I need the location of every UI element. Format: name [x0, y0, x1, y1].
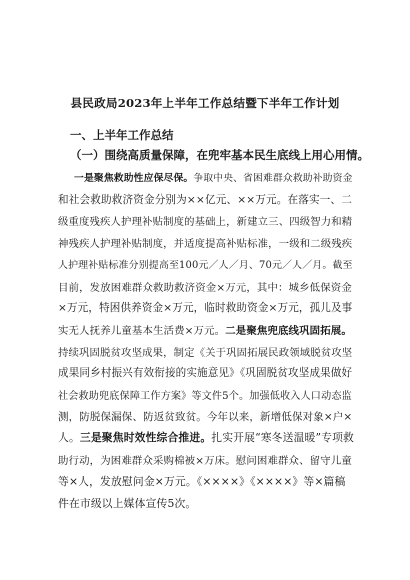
body-text-run: 和社会救助救济资金分别为××亿元、××万元。在落实一、二: [58, 193, 352, 206]
body-line: [58, 322, 354, 337]
body-text-run: 争取中央、省困难群众救助补助资金: [193, 173, 353, 184]
body-line: [74, 170, 354, 184]
body-text-run: 等×人，发放慰问金×万元。《××××》《××××》等×篇稿: [58, 474, 346, 488]
bold-lead-phrase: 三是聚焦时效性综合推进。: [79, 431, 212, 445]
body-line: [58, 452, 354, 467]
body-line: [58, 192, 354, 207]
body-line: [58, 344, 354, 359]
body-line: [58, 496, 354, 511]
body-text-run: 神残疾人护理补贴制度，并适度提高补贴标准，一级和二级残疾: [58, 238, 353, 251]
body-text-run: 成果同乡村振兴有效衔接的实施意见》《巩固脱贫攻坚成果做好: [58, 367, 353, 380]
body-line: [58, 387, 354, 402]
section-heading: 一、上半年工作总结: [70, 128, 174, 142]
body-text-run: 人。: [58, 431, 80, 445]
body-line: [58, 474, 354, 489]
body-line: [58, 409, 354, 424]
body-text-run: 级重度残疾人护理补贴制度的基础上，新建立三、四级智力和精: [58, 216, 353, 229]
body-text-run: 助行动，为困难群众采购棉被×万床。慰问困难群众、留守儿童: [58, 455, 352, 468]
body-line: [58, 300, 354, 315]
body-text-run: 实无人抚养儿童基本生活费×万元。: [58, 324, 226, 337]
body-line: [58, 235, 354, 250]
body-text-run: 社会救助兜底保障工作方案》等文件5个。加强低收入人口动态监: [58, 391, 352, 402]
body-text-run: 人护理补贴标准分别提高至100元／人／月、70元／人／月。截至: [58, 259, 353, 271]
body-text-run: 持续巩固脱贫攻坚成果，制定《关于巩固拓展民政领域脱贫攻坚: [58, 346, 353, 359]
body-line: [58, 279, 354, 294]
bold-lead-phrase: 二是聚焦兜底线巩固拓展。: [225, 324, 352, 337]
body-line: [58, 257, 354, 271]
body-line: [58, 213, 354, 228]
body-text-run: ×万元，特困供养资金×万元，临时救助资金×万元，孤儿及事: [58, 302, 353, 315]
body-text-run: 件在市级以上媒体宣传5次。: [58, 496, 197, 510]
document-title: 县民政局2023年上半年工作总结暨下半年工作计划: [70, 96, 340, 110]
subsection-heading: （一）围绕高质量保障，在兜牢基本民生底线上用心用情。: [70, 148, 369, 162]
body-text-run: 测，防脱保漏保、防返贫致贫。今年以来，新增低保对象×户×: [58, 410, 353, 423]
body-text-run: 目前，发放困难群众救助救济资金×万元，其中：城乡低保资金: [58, 281, 352, 294]
body-line: [58, 365, 354, 380]
body-line: [58, 430, 354, 445]
body-text-run: 扎实开展“寒冬送温暖”专项救: [211, 431, 354, 445]
bold-lead-phrase: 一是聚焦救助性应保尽保。: [74, 173, 194, 184]
